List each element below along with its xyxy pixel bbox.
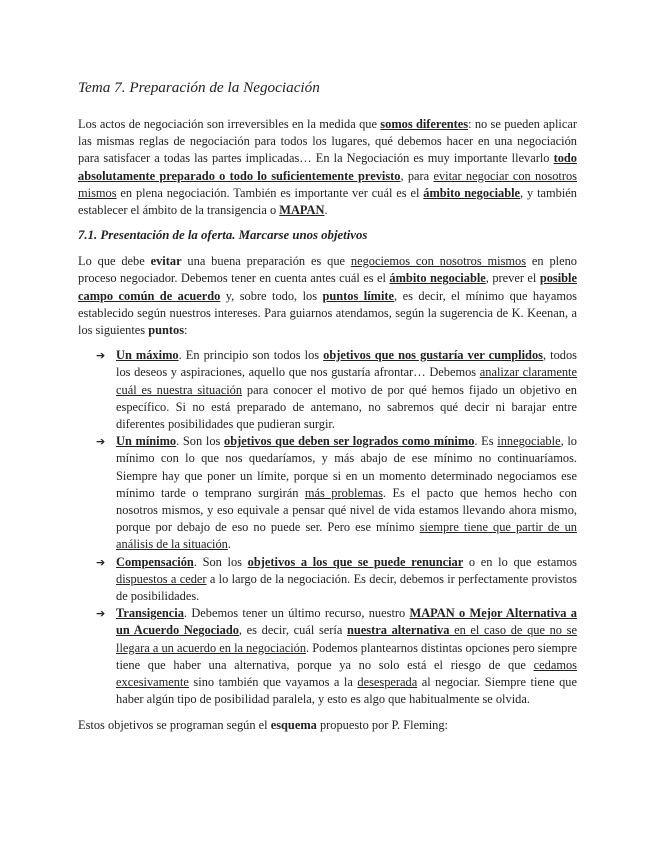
text-run: , prever el	[485, 271, 540, 286]
arrow-icon: ➔	[96, 607, 106, 621]
text-run: , es decir, cuál sería	[238, 623, 348, 638]
emphasis: posible campo común de acuerdo	[78, 271, 577, 303]
text-run: Estos objetivos se programan según el	[78, 717, 271, 732]
emphasis: nuestra alternativa	[347, 623, 450, 638]
emphasis: Transigencia	[116, 606, 184, 621]
text-run: , para	[400, 168, 434, 183]
emphasis: ámbito negociable	[423, 185, 521, 200]
text-run: . Es el pacto que hemos hecho con nosotros mismos, y eso equivale a pensar qué nivel de vida estamos llevando ahora mismo, porque por debajo de eso no puede ser. Pero ese mínimo	[116, 485, 577, 535]
text-run: a lo largo de la negociación. Es decir, debemos ir perfectamente provistos de posibilidades.	[116, 571, 577, 604]
emphasis: Compensación	[116, 554, 194, 569]
list-item	[96, 433, 577, 553]
text-run: , todos los deseos y aspiraciones, aquello que nos gustaría afrontar… Debemos	[116, 348, 578, 380]
bold-text: evitar	[150, 254, 182, 269]
emphasis: objetivos que deben ser logrados como mínimo	[224, 434, 475, 449]
text-run: . Podemos plantearnos distintas opciones pero siempre tiene que haber una alternativa, porque ya no solo está el riesgo de que	[116, 640, 577, 672]
underlined-text: evitar negociar con nosotros mismos	[78, 168, 577, 200]
text-run: y, sobre todo, los	[220, 288, 323, 303]
text-run: . Son los	[176, 434, 225, 449]
text-run: . En principio son todos los	[178, 348, 324, 363]
list-item	[96, 554, 577, 606]
text-run: una buena preparación es que	[181, 254, 351, 269]
emphasis: Un mínimo	[116, 434, 177, 449]
text-run: . Debemos tener un último recurso, nuestro	[183, 606, 410, 621]
text-run: o en lo que estamos	[463, 554, 577, 569]
text-run: al negociar. Siempre tiene que haber algún tipo de posibilidad paralela, y esto es algo que habitualmente se olvida.	[116, 675, 577, 707]
emphasis: objetivos a los que se puede renunciar	[247, 554, 464, 569]
underlined-text: cedamos excesivamente	[116, 657, 577, 690]
emphasis: objetivos que nos gustaría ver cumplidos	[323, 348, 543, 363]
underlined-text: desesperada	[357, 675, 418, 690]
objectives-list	[78, 347, 577, 708]
emphasis: Un máximo	[116, 348, 179, 363]
text-run: para conocer el motivo de por qué hemos fijado un objetivo en específico. Si no está preparado de antemano, no sabremos qué decir ni barajar entre diferentes posibilidades que pudieran surgir.	[116, 382, 577, 432]
text-run: .	[227, 537, 231, 552]
section-heading: 7.1. Presentación de la oferta. Marcarse unos objetivos	[78, 228, 368, 243]
emphasis: ámbito negociable	[389, 271, 486, 286]
text-run: Lo que debe	[78, 254, 151, 269]
emphasis: puntos límite	[322, 288, 395, 303]
arrow-icon: ➔	[96, 349, 106, 363]
underlined-text: innegociable	[497, 434, 561, 449]
text-run: en pleno proceso negociador. Debemos tener en cuenta antes cuál es el	[78, 254, 577, 286]
arrow-icon: ➔	[96, 435, 106, 449]
page-title: Tema 7. Preparación de la Negociación	[78, 79, 320, 96]
text-run: : no se pueden aplicar las mismas reglas de negociación para todos los lugares, qué debemos hacer en una negociación para satisfacer a todas las partes implicadas… En la Negociación es muy importante llevarlo	[78, 117, 578, 166]
emphasis: todo absolutamente preparado o todo lo suficientemente previsto	[78, 151, 577, 183]
text-run: , lo mínimo con lo que nos quedaríamos, y más abajo de ese mínimo no continuaríamos. Siempre hay que poner un límite, porque si en un momento determinado negociamos ese mínimo tarde o temprano surgirán	[116, 434, 577, 500]
underlined-text: más problemas	[304, 485, 383, 500]
list-item	[96, 605, 577, 708]
text-run: propuesto por P. Fleming:	[316, 717, 448, 732]
text-run: , y también establecer el ámbito de la transigencia o	[78, 185, 577, 218]
list-item	[96, 347, 578, 433]
underlined-text: siempre tiene que partir de un análisis de la situación	[116, 520, 577, 552]
text-run: , es decir, el mínimo que hayamos establecido según nuestros intereses. Para guiarnos atendamos, según la sugerencia de K. Keenan, a los siguientes	[78, 288, 577, 338]
emphasis: MAPAN o Mejor Alternativa a un Acuerdo Negociado	[116, 606, 577, 638]
text-run: Los actos de negociación son irreversibles en la medida que	[78, 117, 381, 131]
closing-paragraph	[78, 717, 577, 734]
body-paragraph	[78, 253, 577, 339]
text-run: . Es	[474, 434, 498, 449]
bold-text: puntos	[148, 323, 185, 338]
emphasis: somos diferentes	[380, 117, 469, 131]
text-run: sino también que vayamos a la	[188, 675, 358, 690]
underlined-text: dispuestos a ceder	[116, 571, 207, 586]
underlined-text: analizar claramente cuál es nuestra situación	[116, 365, 577, 397]
underlined-text: en el caso de que no se llegara a un acuerdo en la negociación	[116, 623, 577, 655]
bold-text: esquema	[270, 717, 317, 732]
intro-paragraph	[78, 116, 577, 219]
text-run: .	[324, 203, 328, 218]
text-run: :	[184, 323, 188, 338]
emphasis: MAPAN	[279, 203, 325, 218]
text-run: en plena negociación. También es importante ver cuál es el	[116, 185, 424, 200]
text-run: . Son los	[193, 554, 248, 569]
underlined-text: negociemos con nosotros mismos	[350, 254, 527, 269]
arrow-icon: ➔	[96, 555, 106, 569]
